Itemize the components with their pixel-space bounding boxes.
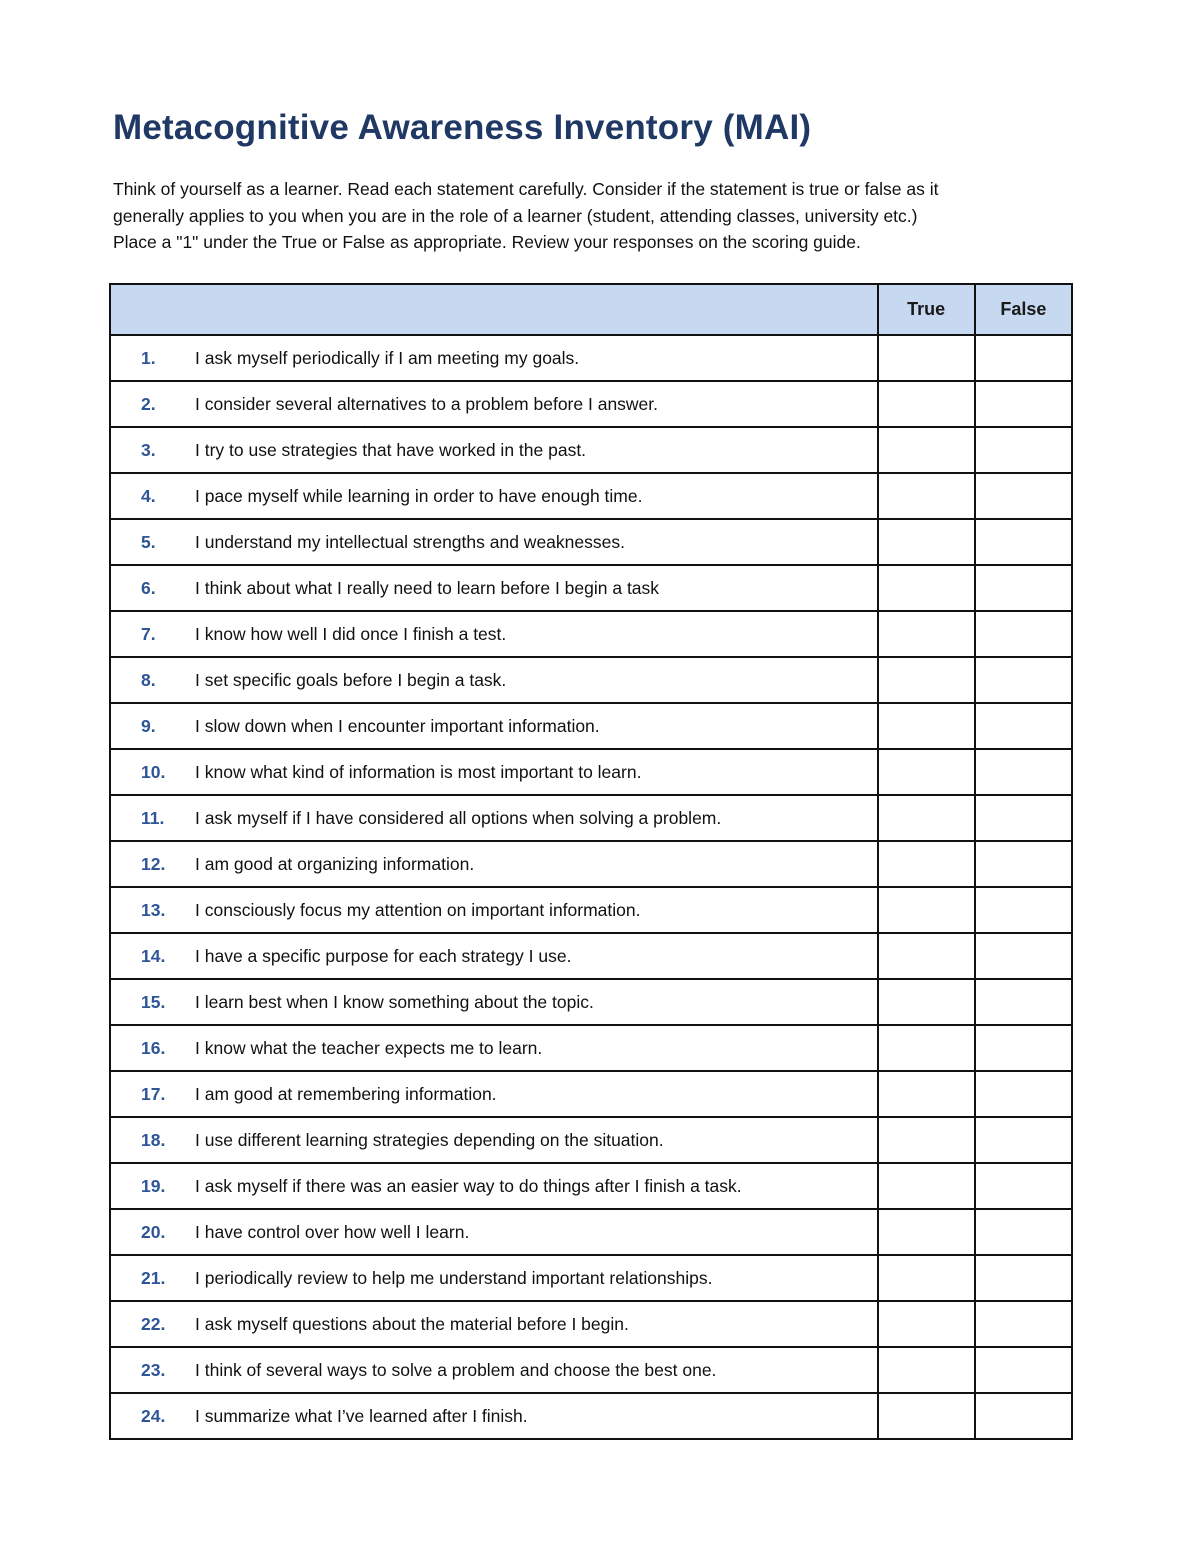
statement-cell — [110, 657, 878, 703]
item-statement: I ask myself periodically if I am meeting my goals. — [195, 347, 580, 368]
table-row — [110, 611, 1072, 657]
item-number: 3. — [141, 439, 156, 460]
item-number: 17. — [141, 1083, 166, 1104]
true-response-cell[interactable] — [878, 1393, 975, 1439]
true-response-cell[interactable] — [878, 1255, 975, 1301]
header-false: False — [975, 284, 1072, 335]
false-response-cell[interactable] — [975, 565, 1072, 611]
statement-cell — [110, 1071, 878, 1117]
item-statement: I consider several alternatives to a problem before I answer. — [195, 393, 659, 414]
item-statement: I know what the teacher expects me to learn. — [195, 1037, 543, 1058]
item-statement: I use different learning strategies depending on the situation. — [195, 1129, 664, 1150]
statement-cell — [110, 427, 878, 473]
false-response-cell[interactable] — [975, 427, 1072, 473]
table-row — [110, 887, 1072, 933]
statement-cell — [110, 1117, 878, 1163]
table-row — [110, 473, 1072, 519]
table-row — [110, 381, 1072, 427]
item-number: 13. — [141, 899, 166, 920]
item-statement: I ask myself questions about the material before I begin. — [195, 1313, 629, 1334]
statement-cell — [110, 749, 878, 795]
table-row — [110, 335, 1072, 381]
true-response-cell[interactable] — [878, 1025, 975, 1071]
item-number: 14. — [141, 945, 166, 966]
table-row — [110, 841, 1072, 887]
item-number: 19. — [141, 1175, 166, 1196]
false-response-cell[interactable] — [975, 1255, 1072, 1301]
table-row — [110, 1301, 1072, 1347]
true-response-cell[interactable] — [878, 841, 975, 887]
item-statement: I consciously focus my attention on important information. — [195, 899, 641, 920]
item-number: 11. — [141, 807, 165, 828]
false-response-cell[interactable] — [975, 473, 1072, 519]
true-response-cell[interactable] — [878, 1117, 975, 1163]
statement-cell — [110, 1163, 878, 1209]
item-statement: I know how well I did once I finish a test. — [195, 623, 507, 644]
item-statement: I slow down when I encounter important information. — [195, 715, 600, 736]
instruction-line: Think of yourself as a learner. Read each statement carefully. Consider if the statement is true or false as it — [113, 179, 939, 199]
false-response-cell[interactable] — [975, 1301, 1072, 1347]
true-response-cell[interactable] — [878, 1209, 975, 1255]
item-number: 22. — [141, 1313, 166, 1334]
item-statement: I have control over how well I learn. — [195, 1221, 470, 1242]
item-number: 1. — [141, 347, 156, 368]
item-number: 2. — [141, 393, 156, 414]
statement-cell — [110, 933, 878, 979]
false-response-cell[interactable] — [975, 1163, 1072, 1209]
item-statement: I set specific goals before I begin a task. — [195, 669, 507, 690]
statement-cell — [110, 841, 878, 887]
true-response-cell[interactable] — [878, 703, 975, 749]
header-item-cell — [110, 284, 878, 335]
table-row — [110, 1117, 1072, 1163]
item-statement: I summarize what I’ve learned after I finish. — [195, 1405, 528, 1426]
instruction-line: generally applies to you when you are in the role of a learner (student, attending classes, university etc.) — [113, 205, 918, 226]
statement-cell — [110, 565, 878, 611]
statement-cell — [110, 1255, 878, 1301]
table-row — [110, 1163, 1072, 1209]
instructions — [113, 176, 1073, 256]
true-response-cell[interactable] — [878, 473, 975, 519]
table-row — [110, 795, 1072, 841]
true-response-cell[interactable] — [878, 749, 975, 795]
true-response-cell[interactable] — [878, 381, 975, 427]
false-response-cell[interactable] — [975, 335, 1072, 381]
false-response-cell[interactable] — [975, 749, 1072, 795]
true-response-cell[interactable] — [878, 335, 975, 381]
table-row — [110, 1071, 1072, 1117]
true-response-cell[interactable] — [878, 1163, 975, 1209]
statement-cell — [110, 979, 878, 1025]
false-response-cell[interactable] — [975, 1393, 1072, 1439]
false-response-cell[interactable] — [975, 887, 1072, 933]
false-response-cell[interactable] — [975, 979, 1072, 1025]
true-response-cell[interactable] — [878, 611, 975, 657]
item-number: 16. — [141, 1037, 166, 1058]
item-number: 21. — [141, 1267, 166, 1288]
header-true: True — [878, 284, 975, 335]
item-number: 18. — [141, 1129, 166, 1150]
item-statement: I ask myself if I have considered all options when solving a problem. — [195, 807, 722, 828]
true-response-cell[interactable] — [878, 795, 975, 841]
false-response-cell[interactable] — [975, 657, 1072, 703]
statement-cell — [110, 1025, 878, 1071]
statement-cell — [110, 795, 878, 841]
true-response-cell[interactable] — [878, 887, 975, 933]
instruction-line: Place a "1" under the True or False as appropriate. Review your responses on the scoring guide. — [113, 232, 861, 252]
item-number: 20. — [141, 1221, 166, 1242]
table-row — [110, 749, 1072, 795]
item-statement: I am good at remembering information. — [195, 1083, 497, 1104]
table-row — [110, 1393, 1072, 1439]
false-response-cell[interactable] — [975, 703, 1072, 749]
false-response-cell[interactable] — [975, 1347, 1072, 1393]
item-number: 6. — [141, 577, 156, 598]
item-number: 12. — [141, 853, 166, 874]
item-statement: I think about what I really need to learn before I begin a task — [195, 577, 660, 598]
false-response-cell[interactable] — [975, 381, 1072, 427]
table-row — [110, 979, 1072, 1025]
item-number: 8. — [141, 669, 156, 690]
statement-cell — [110, 887, 878, 933]
item-number: 7. — [141, 623, 156, 644]
table-row — [110, 1209, 1072, 1255]
item-statement: I have a specific purpose for each strategy I use. — [195, 945, 572, 966]
table-row — [110, 933, 1072, 979]
item-statement: I am good at organizing information. — [195, 853, 475, 874]
table-row — [110, 1255, 1072, 1301]
table-row — [110, 1025, 1072, 1071]
item-number: 9. — [141, 715, 156, 736]
item-statement: I know what kind of information is most important to learn. — [195, 761, 642, 782]
item-number: 5. — [141, 531, 156, 552]
statement-cell — [110, 335, 878, 381]
item-number: 24. — [141, 1405, 166, 1426]
true-response-cell[interactable] — [878, 1347, 975, 1393]
item-number: 15. — [141, 991, 166, 1012]
statement-cell — [110, 703, 878, 749]
table-row — [110, 703, 1072, 749]
item-statement: I periodically review to help me understand important relationships. — [195, 1267, 713, 1288]
table-body — [110, 335, 1072, 1439]
true-response-cell[interactable] — [878, 933, 975, 979]
item-statement: I understand my intellectual strengths and weaknesses. — [195, 531, 625, 552]
true-response-cell[interactable] — [878, 427, 975, 473]
statement-cell — [110, 519, 878, 565]
false-response-cell[interactable] — [975, 1025, 1072, 1071]
false-response-cell[interactable] — [975, 795, 1072, 841]
item-statement: I think of several ways to solve a problem and choose the best one. — [195, 1359, 717, 1380]
item-statement: I ask myself if there was an easier way to do things after I finish a task. — [195, 1175, 742, 1196]
false-response-cell[interactable] — [975, 1117, 1072, 1163]
item-number: 4. — [141, 485, 156, 506]
false-response-cell[interactable] — [975, 933, 1072, 979]
item-statement: I pace myself while learning in order to have enough time. — [195, 485, 643, 506]
false-response-cell[interactable] — [975, 611, 1072, 657]
true-response-cell[interactable] — [878, 979, 975, 1025]
table-row — [110, 519, 1072, 565]
statement-cell — [110, 1393, 878, 1439]
statement-cell — [110, 473, 878, 519]
table-row — [110, 657, 1072, 703]
false-response-cell[interactable] — [975, 519, 1072, 565]
true-response-cell[interactable] — [878, 519, 975, 565]
statement-cell — [110, 381, 878, 427]
inventory-table — [109, 283, 1073, 1440]
table-row — [110, 427, 1072, 473]
item-number: 23. — [141, 1359, 166, 1380]
item-number: 10. — [141, 761, 166, 782]
statement-cell — [110, 1301, 878, 1347]
false-response-cell[interactable] — [975, 1209, 1072, 1255]
true-response-cell[interactable] — [878, 1071, 975, 1117]
table-row — [110, 1347, 1072, 1393]
page-title: Metacognitive Awareness Inventory (MAI) — [113, 108, 812, 147]
statement-cell — [110, 1347, 878, 1393]
false-response-cell[interactable] — [975, 1071, 1072, 1117]
true-response-cell[interactable] — [878, 565, 975, 611]
statement-cell — [110, 611, 878, 657]
false-response-cell[interactable] — [975, 841, 1072, 887]
statement-cell — [110, 1209, 878, 1255]
table-header-row — [110, 284, 1072, 335]
true-response-cell[interactable] — [878, 657, 975, 703]
item-statement: I try to use strategies that have worked in the past. — [195, 439, 587, 460]
item-statement: I learn best when I know something about the topic. — [195, 991, 594, 1012]
table-row — [110, 565, 1072, 611]
true-response-cell[interactable] — [878, 1301, 975, 1347]
